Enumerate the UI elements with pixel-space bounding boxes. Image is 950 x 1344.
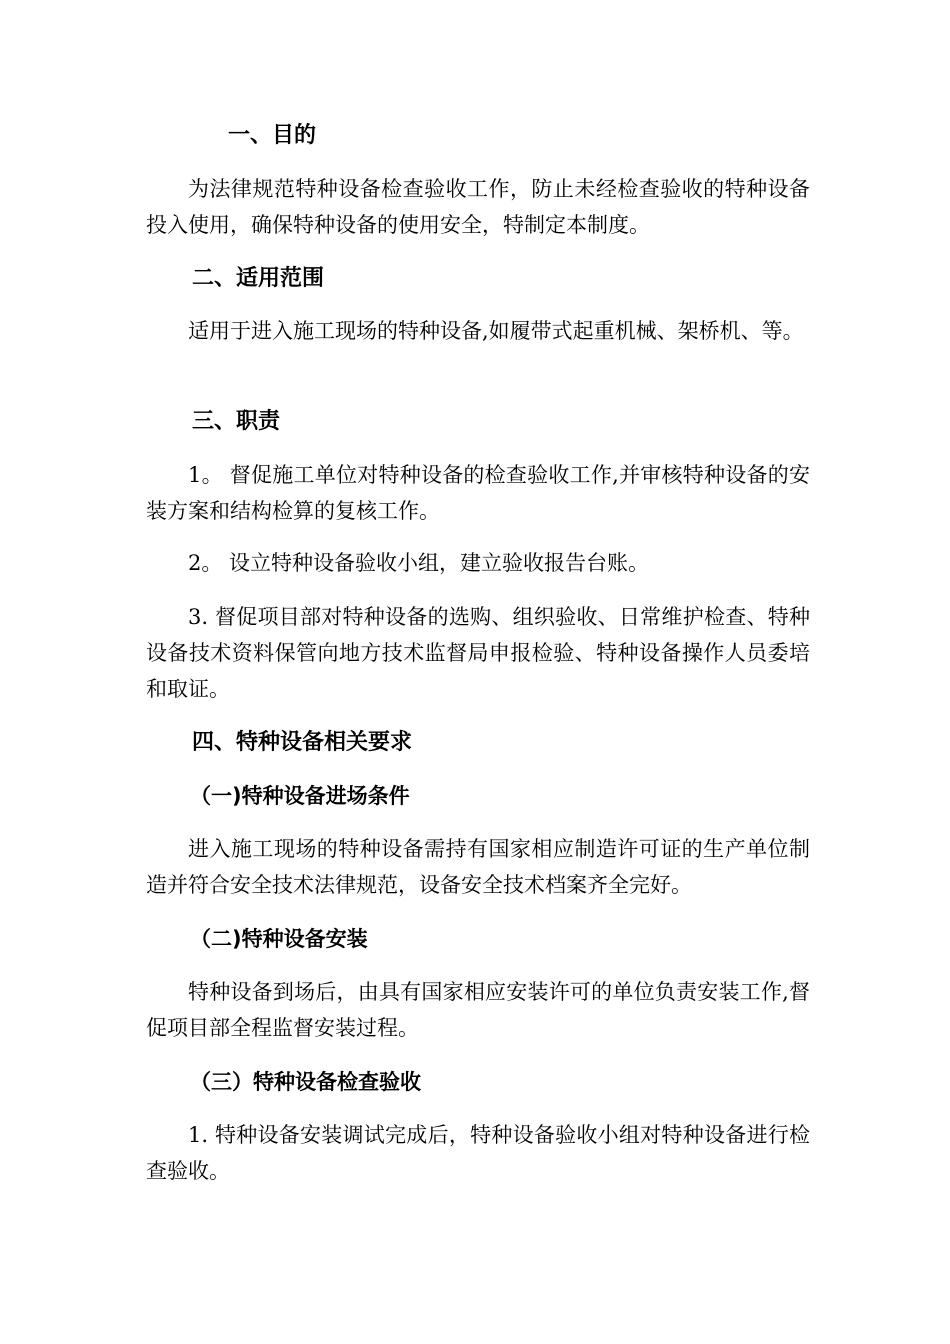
- section-heading-responsibilities: 三、职责: [192, 409, 281, 434]
- list-item-inspection-1: 1. 特种设备安装调试完成后，特种设备验收小组对特种设备进行检查验收。: [146, 1123, 810, 1183]
- paragraph-installation: 特种设备到场后，由具有国家相应安装许可的单位负责安装工作,督促项目部全程监督安装过程。: [146, 980, 810, 1040]
- list-item-responsibility-1: 1。 督促施工单位对特种设备的检查验收工作,并审核特种设备的安装方案和结构检算的复核工作。: [146, 463, 810, 523]
- paragraph-entry-conditions: 进入施工现场的特种设备需持有国家相应制造许可证的生产单位制造并符合安全技术法律规范，设备安全技术档案齐全完好。: [146, 837, 810, 897]
- subsection-heading-inspection: （三）特种设备检查验收: [190, 1070, 421, 1094]
- section-heading-scope: 二、适用范围: [192, 266, 325, 291]
- section-heading-requirements: 四、特种设备相关要求: [192, 730, 413, 755]
- list-item-responsibility-3: 3. 督促项目部对特种设备的选购、组织验收、日常维护检查、特种设备技术资料保管向地方技术监督局申报检验、特种设备操作人员委培和取证。: [146, 605, 810, 701]
- section-heading-purpose: 一、目的: [228, 123, 317, 148]
- subsection-heading-entry-conditions: （一)特种设备进场条件: [190, 784, 410, 808]
- list-item-responsibility-2: 2。 设立特种设备验收小组，建立验收报告台账。: [188, 551, 650, 575]
- paragraph-scope: 适用于进入施工现场的特种设备,如履带式起重机械、架桥机、等。: [188, 319, 804, 343]
- subsection-heading-installation: （二)特种设备安装: [190, 927, 368, 951]
- paragraph-purpose: 为法律规范特种设备检查验收工作，防止未经检查验收的特种设备投入使用，确保特种设备的使用安全，特制定本制度。: [146, 177, 810, 237]
